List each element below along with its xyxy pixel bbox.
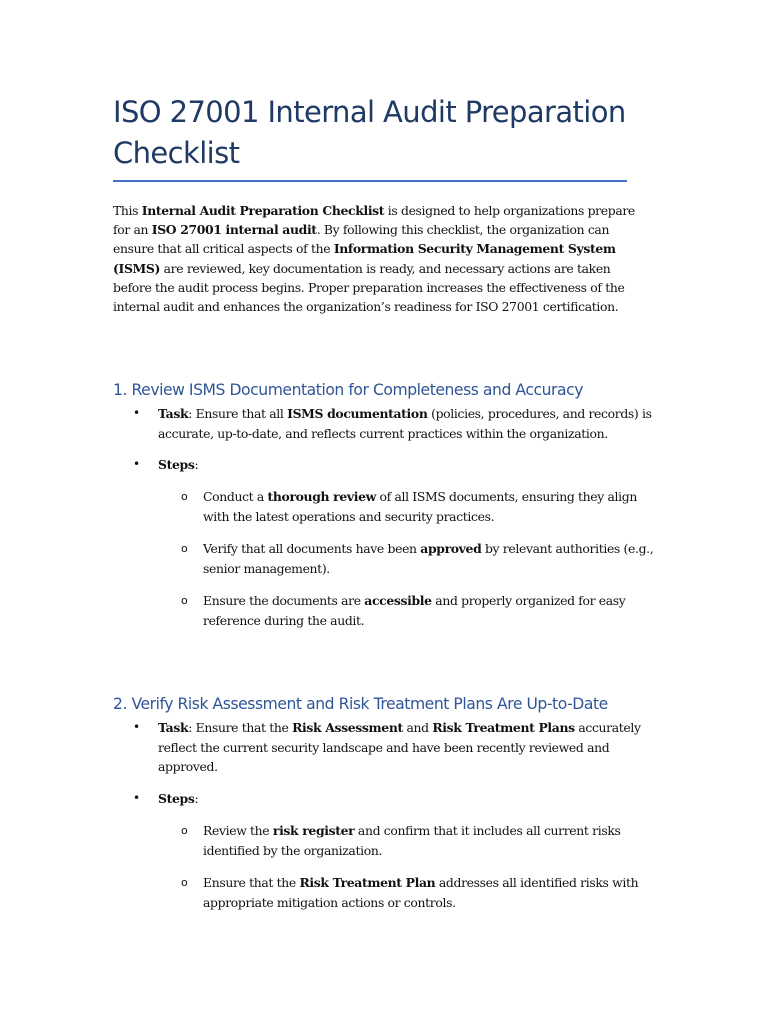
step-text-2: of all ISMS documents, ensuring they align with the latest operations and security practices. (203, 489, 637, 524)
title-divider (113, 180, 627, 182)
task-text-3: accurately reflect the current security landscape and have been recently reviewed and approved. (158, 720, 641, 774)
step-text-1: Conduct a (203, 489, 268, 504)
sub-bullet-icon: o (181, 824, 188, 837)
task-bold-1: Risk Assessment (292, 720, 403, 735)
section-1-task (158, 404, 658, 443)
intro-bold-1: Internal Audit Preparation Checklist (141, 203, 385, 218)
intro-text-2: is designed to help organizations prepare for an (113, 203, 635, 238)
steps-suffix: : (194, 457, 199, 472)
intro-bold-3: Information Security Management System (ISMS) (113, 241, 616, 276)
section-1-step-3 (203, 591, 658, 630)
task-text-1: : Ensure that the (188, 720, 293, 735)
step-bold: risk register (272, 823, 355, 838)
task-label: Task (158, 406, 189, 421)
step-text-2: and confirm that it includes all current risks identified by the organization. (203, 823, 621, 858)
intro-bold-2: ISO 27001 internal audit (151, 222, 317, 238)
task-text-2: and (402, 720, 433, 735)
step-bold: approved (420, 541, 482, 556)
step-text-1: Ensure the documents are (203, 593, 365, 608)
sub-bullet-icon: o (181, 542, 188, 555)
step-text-1: Ensure that the (203, 875, 300, 890)
task-bold-1: ISMS documentation (287, 406, 428, 421)
intro-text-1: This (113, 203, 142, 218)
section-1-step-2 (203, 539, 658, 578)
section-2-task (158, 718, 658, 777)
sub-bullet-icon: o (181, 876, 188, 889)
step-text-2: by relevant authorities (e.g., senior management). (203, 541, 654, 576)
bullet-icon: • (133, 720, 141, 734)
step-bold: accessible (364, 593, 432, 608)
bullet-icon: • (133, 457, 141, 471)
steps-label: Steps (158, 791, 195, 806)
section-2-step-1 (203, 821, 658, 860)
section-1-heading: 1. Review ISMS Documentation for Completeness and Accuracy (113, 381, 584, 399)
steps-label: Steps (158, 457, 195, 472)
step-text-1: Review the (203, 823, 273, 838)
intro-paragraph (113, 201, 643, 316)
page-title: ISO 27001 Internal Audit Preparation Checklist (113, 95, 626, 170)
task-text-2: (policies, procedures, and records) is accurate, up-to-date, and reflects current practices within the organization. (158, 406, 652, 441)
step-bold: Risk Treatment Plan (299, 875, 436, 890)
bullet-icon: • (133, 406, 141, 420)
step-text-2: addresses all identified risks with appropriate mitigation actions or controls. (203, 875, 639, 910)
section-2-steps (158, 789, 658, 809)
task-bold-2: Risk Treatment Plans (432, 720, 575, 735)
section-1-step-1 (203, 487, 658, 526)
step-text-2: and properly organized for easy reference during the audit. (203, 593, 626, 628)
sub-bullet-icon: o (181, 594, 188, 607)
step-text-1: Verify that all documents have been (203, 541, 421, 556)
intro-text-3: . By following this checklist, the organization can ensure that all critical aspects of the (113, 222, 610, 257)
section-2-heading: 2. Verify Risk Assessment and Risk Treatment Plans Are Up-to-Date (113, 695, 608, 713)
section-2-step-2 (203, 873, 658, 912)
bullet-icon: • (133, 791, 141, 805)
sub-bullet-icon: o (181, 490, 188, 503)
task-text-1: : Ensure that all (188, 406, 288, 421)
section-1-steps (158, 455, 658, 475)
task-label: Task (158, 720, 189, 735)
steps-suffix: : (194, 791, 199, 806)
intro-text-4: are reviewed, key documentation is ready, and necessary actions are taken before the audit process begins. Proper preparation increases the effectiveness of the internal audit and enhances the organization’s readiness for ISO 27001 certification. (113, 260, 625, 315)
step-bold: thorough review (267, 489, 376, 504)
